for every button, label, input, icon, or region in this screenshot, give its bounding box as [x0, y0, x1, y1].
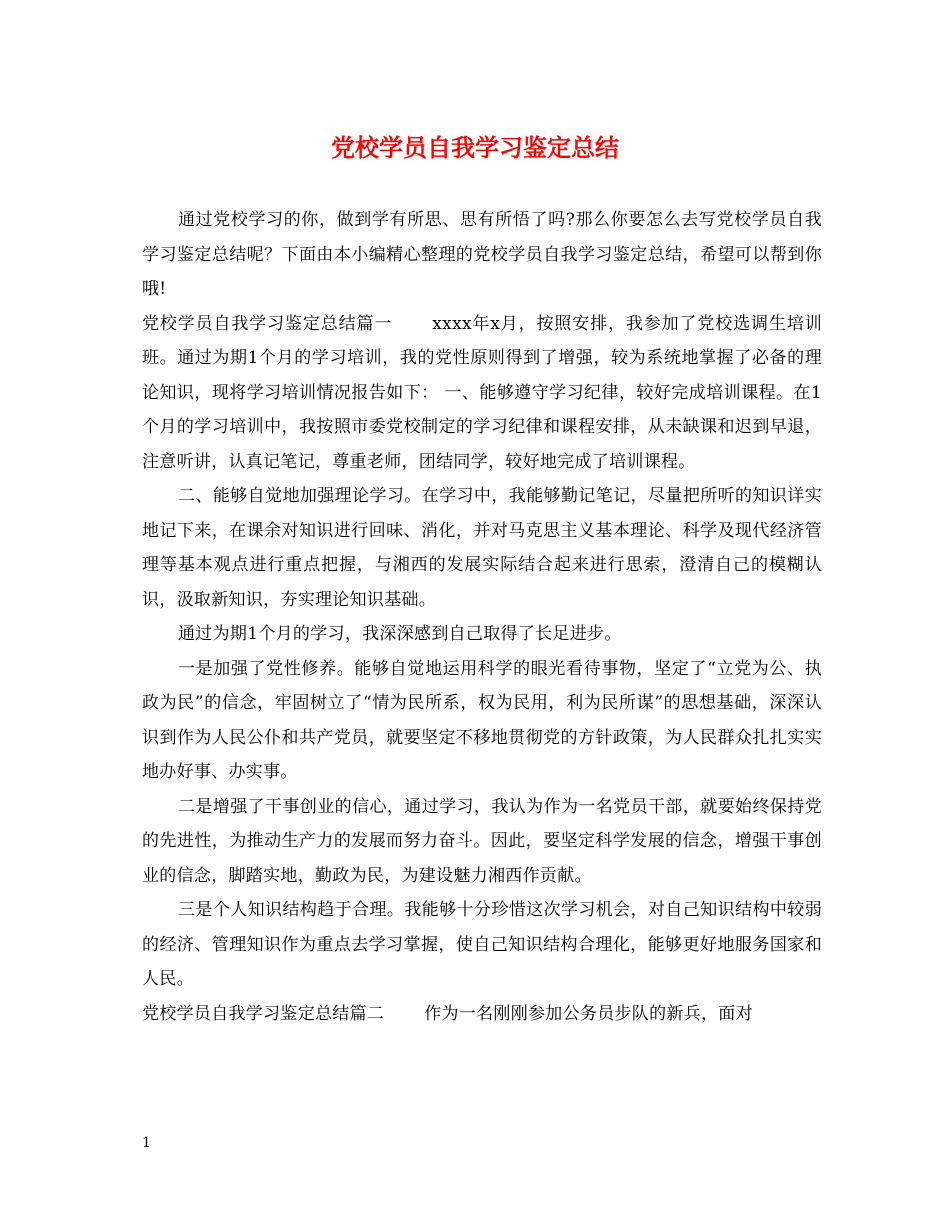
section-two-paragraph — [142, 997, 822, 1032]
body-paragraph-party-spirit: 一是加强了党性修养。能够自觉地运用科学的眼光看待事物，坚定了“立党为公、执政为民”的信念，牢固树立了“情为民所系，权为民用，利为民所谋”的思想基础，深深认识到作为人民公仆和共产党员，就要坚定不移地贯彻党的方针政策，为人民群众扎扎实实地办好事、办实事。 — [142, 658, 822, 782]
body-paragraph-knowledge: 三是个人知识结构趋于合理。我能够十分珍惜这次学习机会，对自己知识结构中较弱的经济、管理知识作为重点去学习掌握，使自己知识结构合理化，能够更好地服务国家和人民。 — [142, 900, 822, 989]
section-two-text: 作为一名刚刚参加公务员步队的新兵，面对 — [424, 1003, 753, 1024]
page-title: 党校学员自我学习鉴定总结 — [331, 133, 619, 162]
intro-paragraph: 通过党校学习的你，做到学有所思、思有所悟了吗?那么你要怎么去写党校学员自我学习鉴定总结呢？下面由本小编精心整理的党校学员自我学习鉴定总结，希望可以帮到你哦! — [142, 210, 822, 299]
section-heading-two: 党校学员自我学习鉴定总结篇二 — [142, 1003, 385, 1024]
section-one-paragraph — [142, 307, 822, 480]
section-one-text: xxxx年x月，按照安排，我参加了党校选调生培训班。通过为期1个月的学习培训，我的党性原则得到了增强，较为系统地掌握了必备的理论知识，现将学习培训情况报告如下： 一、能够遵守学习纪律，较好完成培训课程。在1个月的学习培训中，我按照市委党校制定的学习纪律和课程安排，从未缺课和迟到早退，注意听讲，认真记笔记，尊重老师，团结同学，较好地完成了培训课程。 — [142, 313, 822, 472]
page-number: 1 — [142, 1135, 151, 1151]
document-body — [142, 203, 822, 1031]
body-paragraph-progress: 通过为期1个月的学习，我深深感到自己取得了长足进步。 — [178, 624, 622, 644]
body-paragraph-confidence: 二是增强了干事创业的信心，通过学习，我认为作为一名党员干部，就要始终保持党的先进性，为推动生产力的发展而努力奋斗。因此，要坚定科学发展的信念，增强干事创业的信念，脚踏实地，勤政为民，为建设魅力湘西作贡献。 — [142, 796, 822, 886]
section-heading-one: 党校学员自我学习鉴定总结篇一 — [142, 313, 393, 334]
body-paragraph-theory: 二、能够自觉地加强理论学习。在学习中，我能够勤记笔记，尽量把所听的知识详实地记下来，在课余对知识进行回味、消化，并对马克思主义基本理论、科学及现代经济管理等基本观点进行重点把握，与湘西的发展实际结合起来进行思索，澄清自己的模糊认识，汲取新知识，夯实理论知识基础。 — [142, 486, 822, 610]
